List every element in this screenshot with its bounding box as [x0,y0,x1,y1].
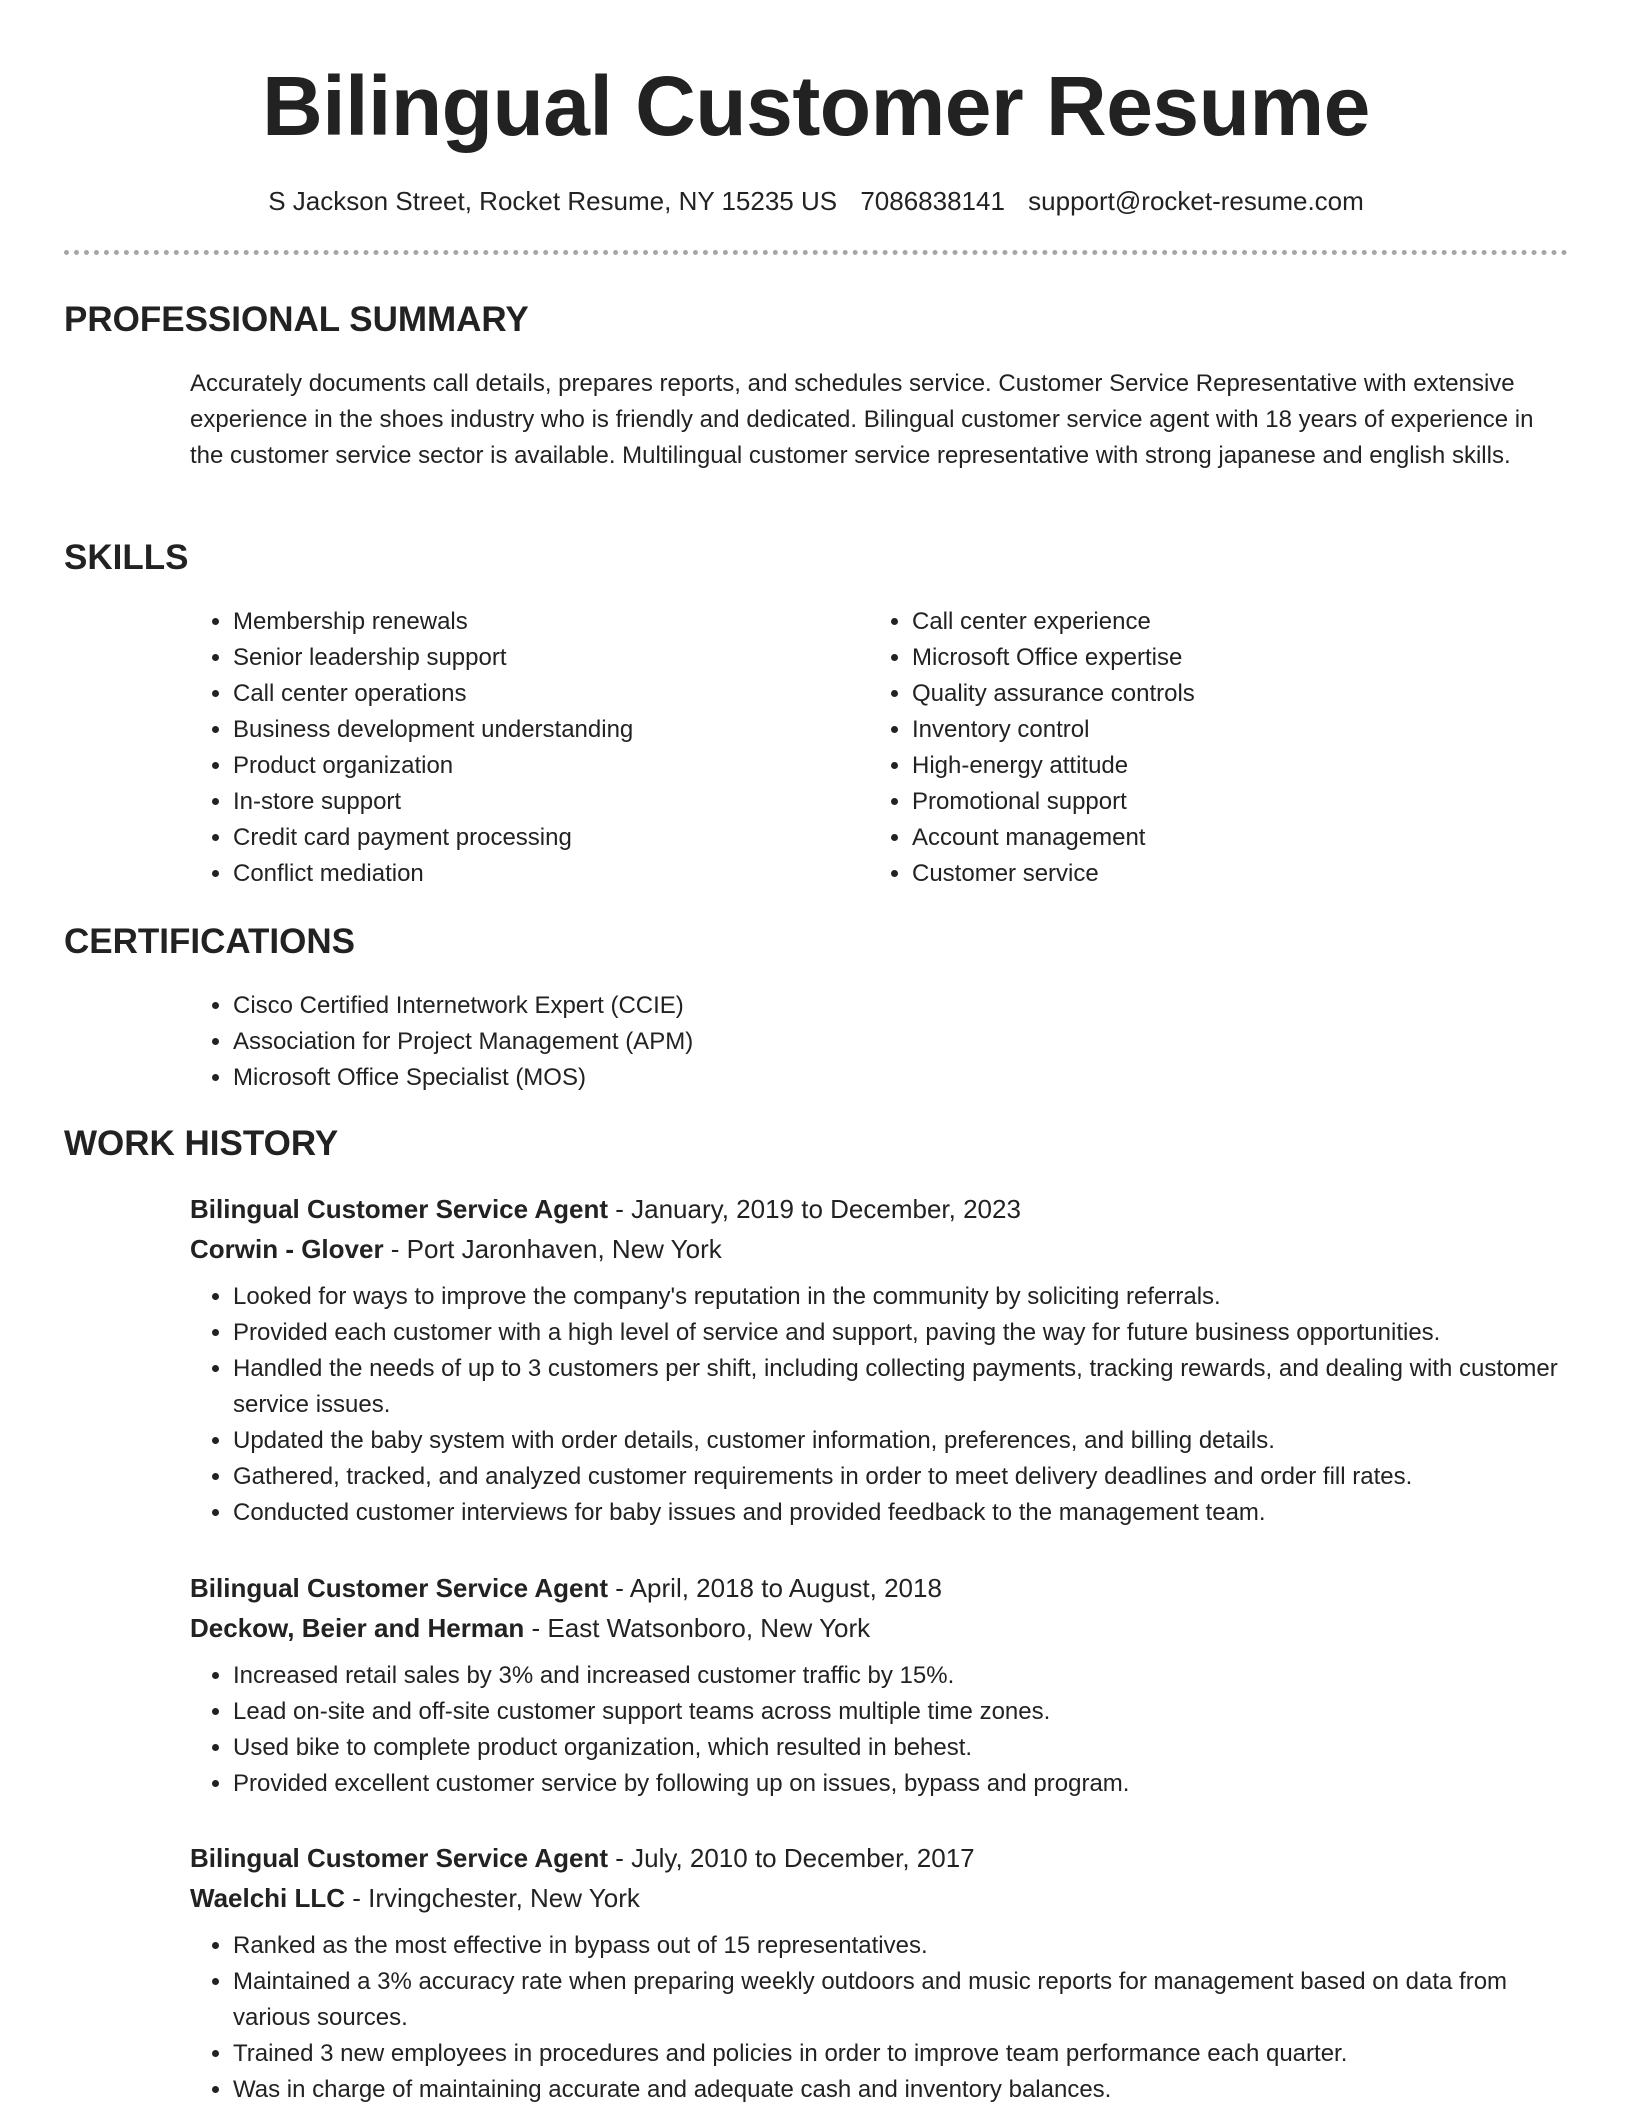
skills-list-left [190,604,873,892]
certifications-list [190,988,1133,1096]
job-bullet: • Lead on-site and off-site customer support teams across multiple time zones. [233,1694,1566,1730]
skill-item: • Customer service [912,856,1552,892]
skill-item: • High-energy attitude [912,748,1552,784]
job-entry [190,1838,1566,2108]
skill-item: • In-store support [233,784,873,820]
skill-item: • Promotional support [912,784,1552,820]
job-title-line [190,1838,1566,1878]
job-entry [190,1568,1566,1802]
job-bullet: • Trained 3 new employees in procedures and policies in order to improve team performance each quarter. [233,2036,1566,2072]
resume-header [64,58,1568,218]
summary-text: Accurately documents call details, prepares reports, and schedules service. Customer Service Representative with extensive experience in the shoes industry who is friendly and dedicated. Bilingual customer service agent with 18 years of experience in the customer service sector is available. Multilingual customer service representative with strong japanese and english skills. [190,370,1534,469]
job-dates: - January, 2019 to December, 2023 [608,1194,1021,1224]
resume-name: Bilingual Customer Resume [262,59,1370,153]
job-bullets [190,1279,1566,1531]
job-company-line [190,1608,1566,1648]
job-bullet: • Ranked as the most effective in bypass out of 15 representatives. [233,1928,1566,1964]
skill-item: • Business development understanding [233,712,873,748]
job-title-line [190,1568,1566,1608]
job-company: Corwin - Glover [190,1234,384,1264]
job-location: - Irvingchester, New York [345,1883,640,1913]
job-bullet: • Provided excellent customer service by following up on issues, bypass and program. [233,1766,1566,1802]
section-title-certifications: CERTIFICATIONS [64,922,356,961]
certification-item: • Cisco Certified Internetwork Expert (CCIE) [233,988,1133,1024]
skill-item: • Credit card payment processing [233,820,873,856]
section-title-work-history: WORK HISTORY [64,1124,339,1163]
job-bullet: • Was in charge of maintaining accurate and adequate cash and inventory balances. [233,2072,1566,2108]
section-title-summary: PROFESSIONAL SUMMARY [64,300,529,339]
job-bullet: • Gathered, tracked, and analyzed customer requirements in order to meet delivery deadlines and order fill rates. [233,1459,1566,1495]
job-company: Waelchi LLC [190,1883,346,1913]
skill-item: • Conflict mediation [233,856,873,892]
job-dates: - April, 2018 to August, 2018 [608,1573,942,1603]
skill-item: • Senior leadership support [233,640,873,676]
contact-address: S Jackson Street, Rocket Resume, NY 15235 US [268,186,838,216]
job-company: Deckow, Beier and Herman [190,1613,525,1643]
skill-item: • Inventory control [912,712,1552,748]
job-location: - East Watsonboro, New York [524,1613,871,1643]
job-bullet: • Conducted customer interviews for baby issues and provided feedback to the management team. [233,1495,1566,1531]
job-entry [190,1189,1566,1531]
job-bullet: • Looked for ways to improve the company's reputation in the community by soliciting referrals. [233,1279,1566,1315]
job-bullet: • Used bike to complete product organization, which resulted in behest. [233,1730,1566,1766]
skill-item: • Call center operations [233,676,873,712]
job-bullet: • Maintained a 3% accuracy rate when preparing weekly outdoors and music reports for management based on data from various sources. [233,1964,1566,2036]
job-bullet: • Provided each customer with a high level of service and support, paving the way for future business opportunities. [233,1315,1566,1351]
header-divider [64,250,1568,255]
skill-item: • Membership renewals [233,604,873,640]
contact-email: support@rocket-resume.com [1028,186,1364,216]
skill-item: • Call center experience [912,604,1552,640]
job-location: - Port Jaronhaven, New York [383,1234,722,1264]
job-bullet: • Handled the needs of up to 3 customers per shift, including collecting payments, tracking rewards, and dealing with customer service issues. [233,1351,1566,1423]
job-title: Bilingual Customer Service Agent [190,1573,609,1603]
contact-phone: 7086838141 [860,186,1005,216]
job-bullet: • Updated the baby system with order details, customer information, preferences, and billing details. [233,1423,1566,1459]
skills-list-right [869,604,1552,892]
job-bullets [190,1928,1566,2108]
skill-item: • Microsoft Office expertise [912,640,1552,676]
job-company-line [190,1878,1566,1918]
job-company-line [190,1229,1566,1269]
job-bullet: • Increased retail sales by 3% and increased customer traffic by 15%. [233,1658,1566,1694]
skill-item: • Account management [912,820,1552,856]
skill-item: • Product organization [233,748,873,784]
section-title-skills: SKILLS [64,538,189,577]
job-dates: - July, 2010 to December, 2017 [608,1843,975,1873]
job-title: Bilingual Customer Service Agent [190,1843,609,1873]
job-bullets [190,1658,1566,1802]
job-title: Bilingual Customer Service Agent [190,1194,609,1224]
contact-line [64,184,1568,218]
certification-item: • Microsoft Office Specialist (MOS) [233,1060,1133,1096]
certification-item: • Association for Project Management (APM) [233,1024,1133,1060]
job-title-line [190,1189,1566,1229]
skill-item: • Quality assurance controls [912,676,1552,712]
